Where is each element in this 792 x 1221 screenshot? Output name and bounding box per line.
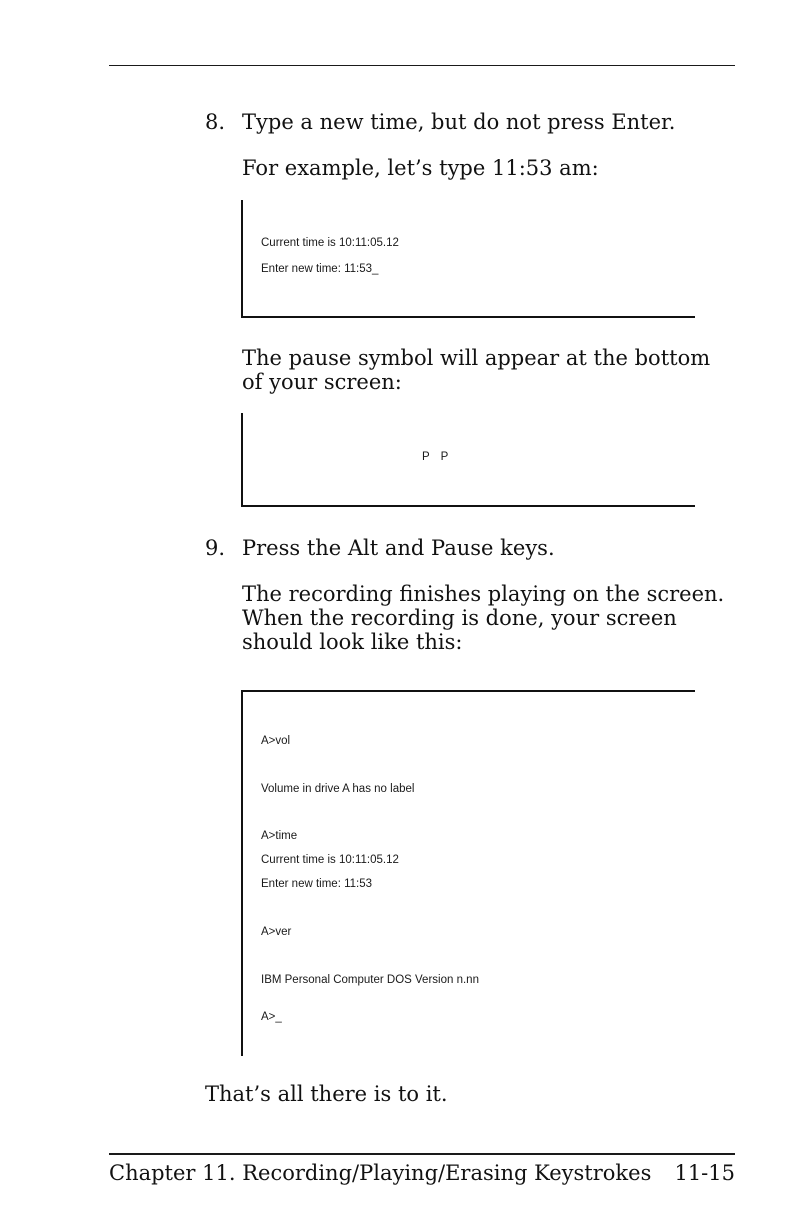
footer-chapter-title: Chapter 11. Recording/Playing/Erasing Keystrokes [109, 1161, 652, 1185]
screen-line-volume-label: Volume in drive A has no label [261, 783, 415, 795]
pause-symbol: P P [422, 451, 453, 463]
screen-line-ver-command: A>ver [261, 926, 292, 938]
step-9-result-line-2: When the recording is done, your screen [242, 606, 677, 630]
screen-line-new-time: Enter new time: 11:53_ [261, 263, 379, 275]
screen-pause-symbol [241, 413, 695, 507]
screen-left-border [241, 200, 243, 318]
screen-example-time-entry [241, 200, 695, 318]
screen-left-border [241, 413, 243, 507]
header-rule [109, 65, 735, 66]
footer-page-number: 11-15 [674, 1161, 735, 1185]
screen-bottom-border [241, 316, 695, 318]
footer-rule [109, 1153, 735, 1155]
step-8-instruction: Type a new time, but do not press Enter. [242, 110, 676, 134]
screen-top-border [241, 690, 695, 692]
screen-line-dos-version: IBM Personal Computer DOS Version n.nn [261, 974, 479, 986]
step-9-number: 9. [205, 536, 226, 560]
step-9-instruction: Press the Alt and Pause keys. [242, 536, 555, 560]
step-8-example: For example, let’s type 11:53 am: [242, 156, 599, 180]
screen-bottom-border [241, 505, 695, 507]
screen-line-time-command: A>time [261, 830, 298, 842]
screen-line-prompt: A>_ [261, 1011, 282, 1023]
step-8-number: 8. [205, 110, 226, 134]
closing-text: That’s all there is to it. [205, 1082, 448, 1106]
step-9-result-line-1: The recording finishes playing on the screen. [242, 582, 725, 606]
screen-left-border [241, 690, 243, 1056]
screen-line-current-time: Current time is 10:11:05.12 [261, 237, 399, 249]
screen-line-vol-command: A>vol [261, 735, 291, 747]
screen-final-session [241, 690, 695, 1056]
step-9-result-line-3: should look like this: [242, 630, 463, 654]
pause-note-line-2: of your screen: [242, 370, 402, 394]
screen-line-current-time: Current time is 10:11:05.12 [261, 854, 399, 866]
pause-note-line-1: The pause symbol will appear at the bottom [242, 346, 711, 370]
screen-line-new-time: Enter new time: 11:53 [261, 878, 373, 890]
